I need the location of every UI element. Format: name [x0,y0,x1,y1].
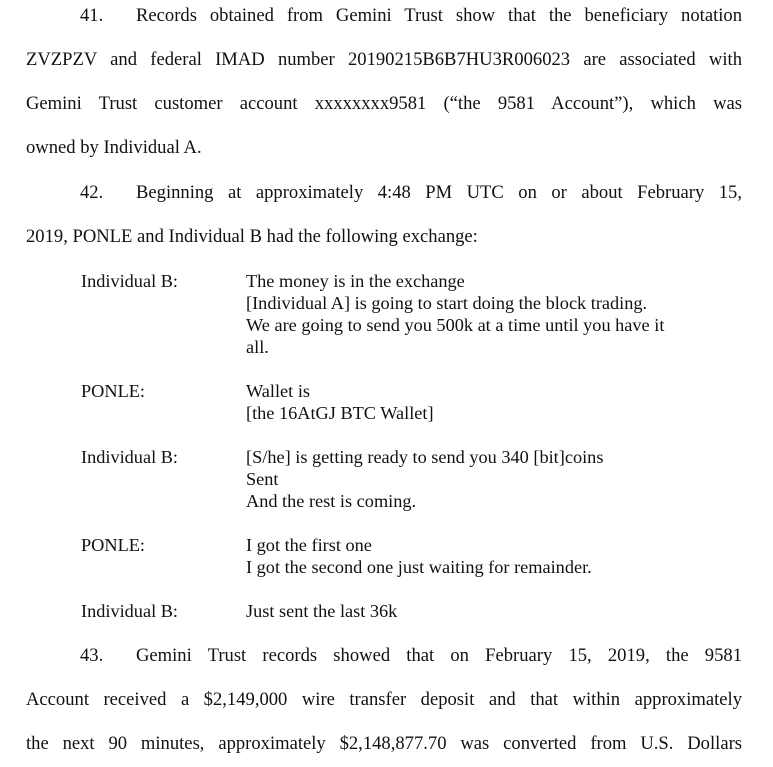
exchange-message-4 [246,534,746,578]
paragraph-42-line-2: 2019, PONLE and Individual B had the following exchange: [26,226,478,247]
exchange-message-1-line-4: all. [246,337,269,357]
exchange-message-5-line-1: Just sent the last 36k [246,601,398,621]
paragraph-43-text: Gemini Trust records showed that on February 15, 2019, the 9581 [136,645,742,666]
exchange-message-1-line-3: We are going to send you 500k at a time until you have it [246,315,665,335]
exchange-message-3-line-3: And the rest is coming. [246,491,417,511]
paragraph-41-number: 41. [80,5,104,26]
exchange-speaker-5: Individual B: [81,601,178,621]
exchange-message-3 [246,446,746,512]
paragraph-42-number: 42. [80,182,104,203]
paragraph-42-text: Beginning at approximately 4:48 PM UTC on or about February 15, [136,182,742,203]
paragraph-41-line-2: ZVZPZV and federal IMAD number 20190215B6B7HU3R006023 are associated with [26,49,742,70]
exchange-speaker-4: PONLE: [81,535,145,555]
paragraph-41-line-1 [80,5,742,27]
exchange-message-1-line-1: The money is in the exchange [246,271,465,291]
paragraph-41-line-4: owned by Individual A. [26,137,202,158]
exchange-message-3-line-1: [S/he] is getting ready to send you 340 [bit]coins [246,447,604,467]
exchange-message-2 [246,380,746,424]
paragraph-43-line-3: the next 90 minutes, approximately $2,148,877.70 was converted from U.S. Dollars [26,733,742,754]
exchange-message-4-line-1: I got the first one [246,535,372,555]
paragraph-42-line-1 [80,182,742,204]
exchange-message-3-line-2: Sent [246,469,279,489]
exchange-message-1-line-2: [Individual A] is going to start doing the block trading. [246,293,648,313]
paragraph-43-line-1 [80,645,742,667]
paragraph-43-line-2: Account received a $2,149,000 wire transfer deposit and that within approximately [26,689,742,710]
exchange-message-5 [246,600,746,622]
exchange-message-1 [246,270,746,358]
exchange-speaker-3: Individual B: [81,447,178,467]
exchange-message-4-line-2: I got the second one just waiting for remainder. [246,557,592,577]
exchange-speaker-1: Individual B: [81,271,178,291]
exchange-message-2-line-1: Wallet is [246,381,311,401]
exchange-speaker-2: PONLE: [81,381,145,401]
exchange-message-2-line-2: [the 16AtGJ BTC Wallet] [246,403,434,423]
paragraph-41-text: Records obtained from Gemini Trust show that the beneficiary notation [136,5,742,26]
paragraph-43-number: 43. [80,645,104,666]
paragraph-41-line-3: Gemini Trust customer account xxxxxxxx9581 (“the 9581 Account”), which was [26,93,742,114]
